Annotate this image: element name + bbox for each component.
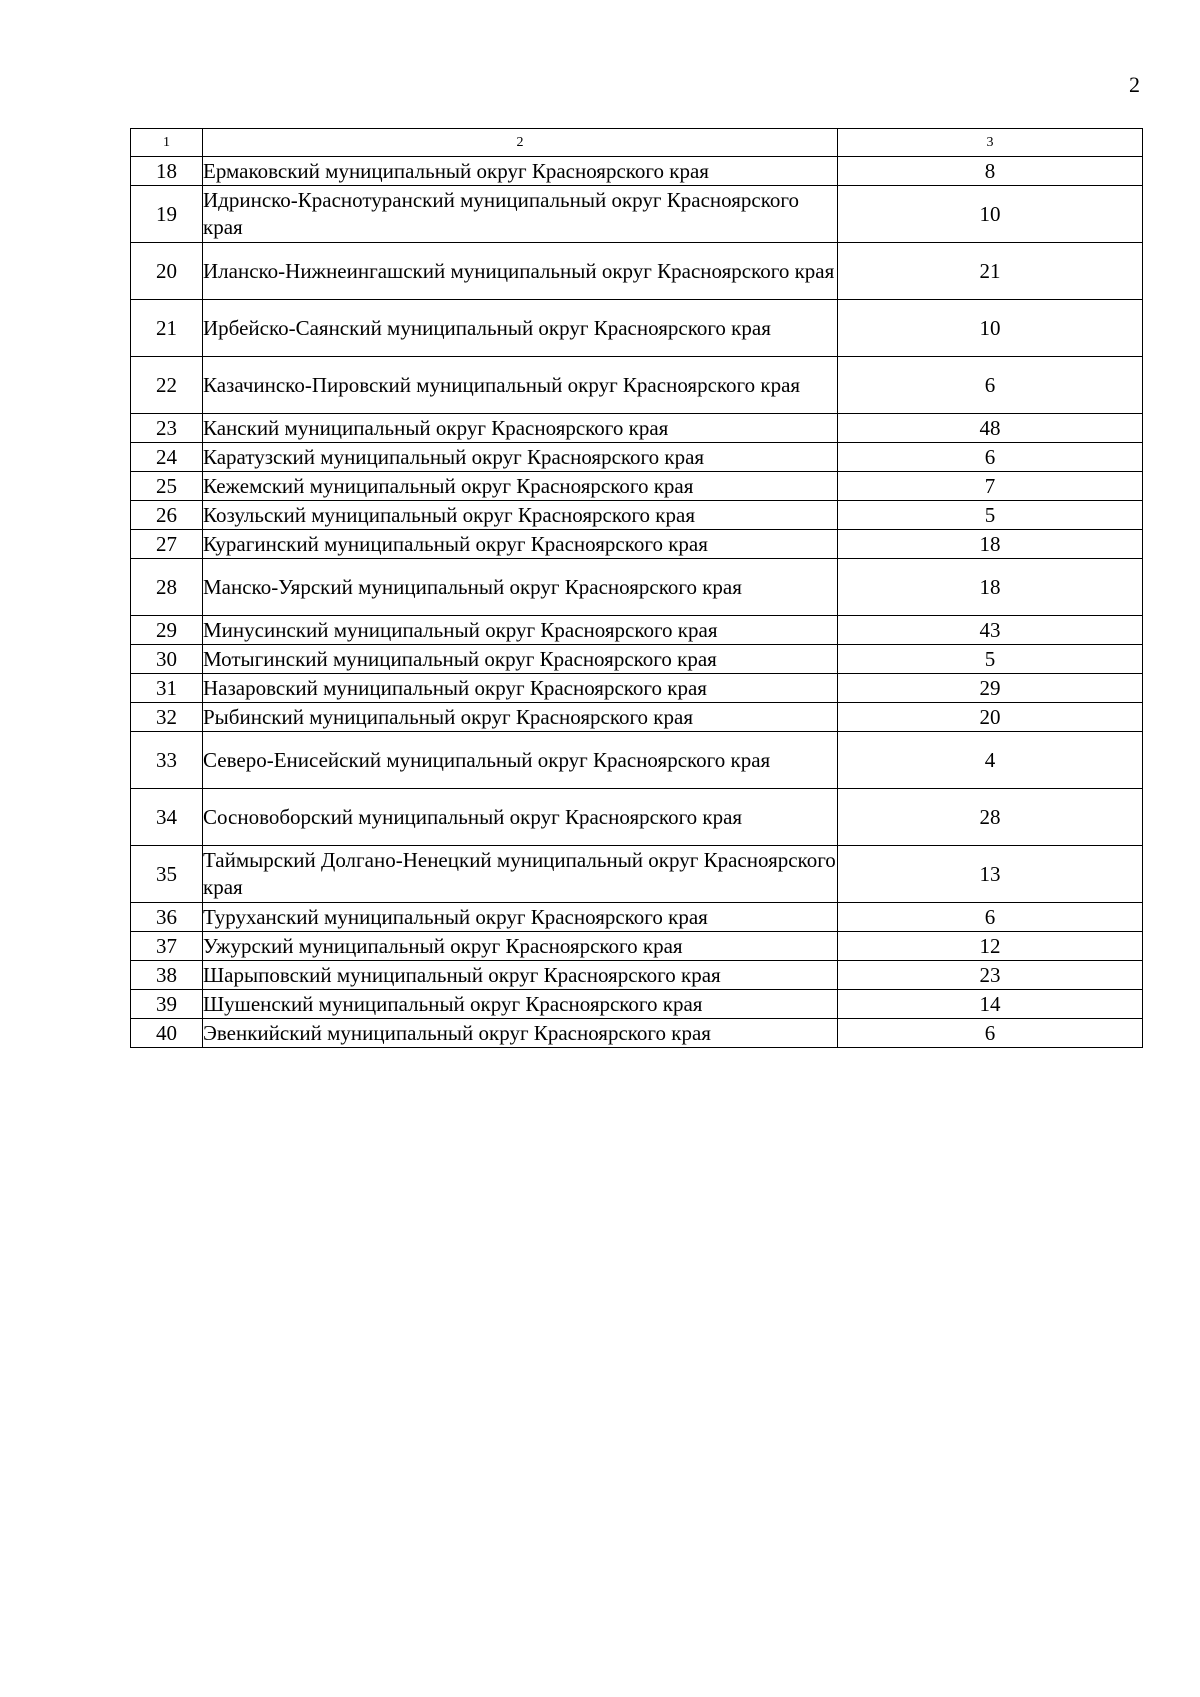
page-number: 2 — [1129, 72, 1140, 97]
table-row — [131, 157, 1143, 186]
district-value: 6 — [838, 903, 1143, 932]
table-row — [131, 990, 1143, 1019]
district-name: Кежемский муниципальный округ Красноярского края — [203, 472, 838, 501]
row-number: 34 — [131, 789, 203, 846]
row-number: 27 — [131, 530, 203, 559]
district-name: Северо-Енисейский муниципальный округ Красноярского края — [203, 732, 838, 789]
district-name: Рыбинский муниципальный округ Красноярского края — [203, 703, 838, 732]
table-row — [131, 932, 1143, 961]
table-row — [131, 616, 1143, 645]
districts-table — [130, 128, 1143, 1048]
district-value: 6 — [838, 443, 1143, 472]
district-value: 10 — [838, 186, 1143, 243]
district-value: 23 — [838, 961, 1143, 990]
district-name: Таймырский Долгано-Ненецкий муниципальный округ Красноярского края — [203, 846, 838, 903]
district-value: 18 — [838, 559, 1143, 616]
district-value: 20 — [838, 703, 1143, 732]
district-name: Ермаковский муниципальный округ Красноярского края — [203, 157, 838, 186]
row-number: 22 — [131, 357, 203, 414]
district-value: 48 — [838, 414, 1143, 443]
table-row — [131, 961, 1143, 990]
district-value: 13 — [838, 846, 1143, 903]
table-row — [131, 674, 1143, 703]
district-name: Манско-Уярский муниципальный округ Красноярского края — [203, 559, 838, 616]
table-row — [131, 530, 1143, 559]
table-row — [131, 501, 1143, 530]
column-header: 1 — [131, 129, 203, 157]
table-row — [131, 703, 1143, 732]
row-number: 20 — [131, 243, 203, 300]
row-number: 37 — [131, 932, 203, 961]
district-value: 5 — [838, 645, 1143, 674]
table-row — [131, 789, 1143, 846]
district-name: Ирбейско-Саянский муниципальный округ Красноярского края — [203, 300, 838, 357]
district-value: 28 — [838, 789, 1143, 846]
row-number: 36 — [131, 903, 203, 932]
table-row — [131, 443, 1143, 472]
table-row — [131, 472, 1143, 501]
district-name: Козульский муниципальный округ Красноярского края — [203, 501, 838, 530]
table-header-row — [131, 129, 1143, 157]
district-name: Сосновоборский муниципальный округ Красноярского края — [203, 789, 838, 846]
district-name: Эвенкийский муниципальный округ Красноярского края — [203, 1019, 838, 1048]
district-name: Иланско-Нижнеингашский муниципальный округ Красноярского края — [203, 243, 838, 300]
table-row — [131, 1019, 1143, 1048]
table-row — [131, 414, 1143, 443]
district-name: Идринско-Краснотуранский муниципальный округ Красноярского края — [203, 186, 838, 243]
row-number: 29 — [131, 616, 203, 645]
district-name: Мотыгинский муниципальный округ Красноярского края — [203, 645, 838, 674]
district-name: Канский муниципальный округ Красноярского края — [203, 414, 838, 443]
district-value: 29 — [838, 674, 1143, 703]
district-value: 12 — [838, 932, 1143, 961]
table-row — [131, 645, 1143, 674]
district-name: Каратузский муниципальный округ Красноярского края — [203, 443, 838, 472]
table-row — [131, 300, 1143, 357]
table-row — [131, 243, 1143, 300]
table-row — [131, 846, 1143, 903]
district-name: Минусинский муниципальный округ Красноярского края — [203, 616, 838, 645]
district-name: Шарыповский муниципальный округ Красноярского края — [203, 961, 838, 990]
table-row — [131, 357, 1143, 414]
district-value: 10 — [838, 300, 1143, 357]
district-name: Шушенский муниципальный округ Красноярского края — [203, 990, 838, 1019]
district-name: Казачинско-Пировский муниципальный округ Красноярского края — [203, 357, 838, 414]
row-number: 23 — [131, 414, 203, 443]
district-value: 21 — [838, 243, 1143, 300]
district-value: 5 — [838, 501, 1143, 530]
district-value: 18 — [838, 530, 1143, 559]
row-number: 40 — [131, 1019, 203, 1048]
row-number: 30 — [131, 645, 203, 674]
table-body — [131, 129, 1143, 1048]
row-number: 26 — [131, 501, 203, 530]
row-number: 32 — [131, 703, 203, 732]
row-number: 19 — [131, 186, 203, 243]
district-name: Ужурский муниципальный округ Красноярского края — [203, 932, 838, 961]
district-name: Туруханский муниципальный округ Красноярского края — [203, 903, 838, 932]
row-number: 24 — [131, 443, 203, 472]
column-header: 3 — [838, 129, 1143, 157]
row-number: 25 — [131, 472, 203, 501]
row-number: 39 — [131, 990, 203, 1019]
row-number: 28 — [131, 559, 203, 616]
row-number: 38 — [131, 961, 203, 990]
district-value: 7 — [838, 472, 1143, 501]
row-number: 21 — [131, 300, 203, 357]
district-name: Курагинский муниципальный округ Красноярского края — [203, 530, 838, 559]
district-name: Назаровский муниципальный округ Красноярского края — [203, 674, 838, 703]
district-value: 8 — [838, 157, 1143, 186]
district-value: 6 — [838, 357, 1143, 414]
table-row — [131, 559, 1143, 616]
district-value: 43 — [838, 616, 1143, 645]
row-number: 31 — [131, 674, 203, 703]
district-value: 4 — [838, 732, 1143, 789]
row-number: 33 — [131, 732, 203, 789]
district-value: 14 — [838, 990, 1143, 1019]
column-header: 2 — [203, 129, 838, 157]
row-number: 18 — [131, 157, 203, 186]
table-row — [131, 186, 1143, 243]
table-row — [131, 732, 1143, 789]
row-number: 35 — [131, 846, 203, 903]
district-value: 6 — [838, 1019, 1143, 1048]
table-row — [131, 903, 1143, 932]
